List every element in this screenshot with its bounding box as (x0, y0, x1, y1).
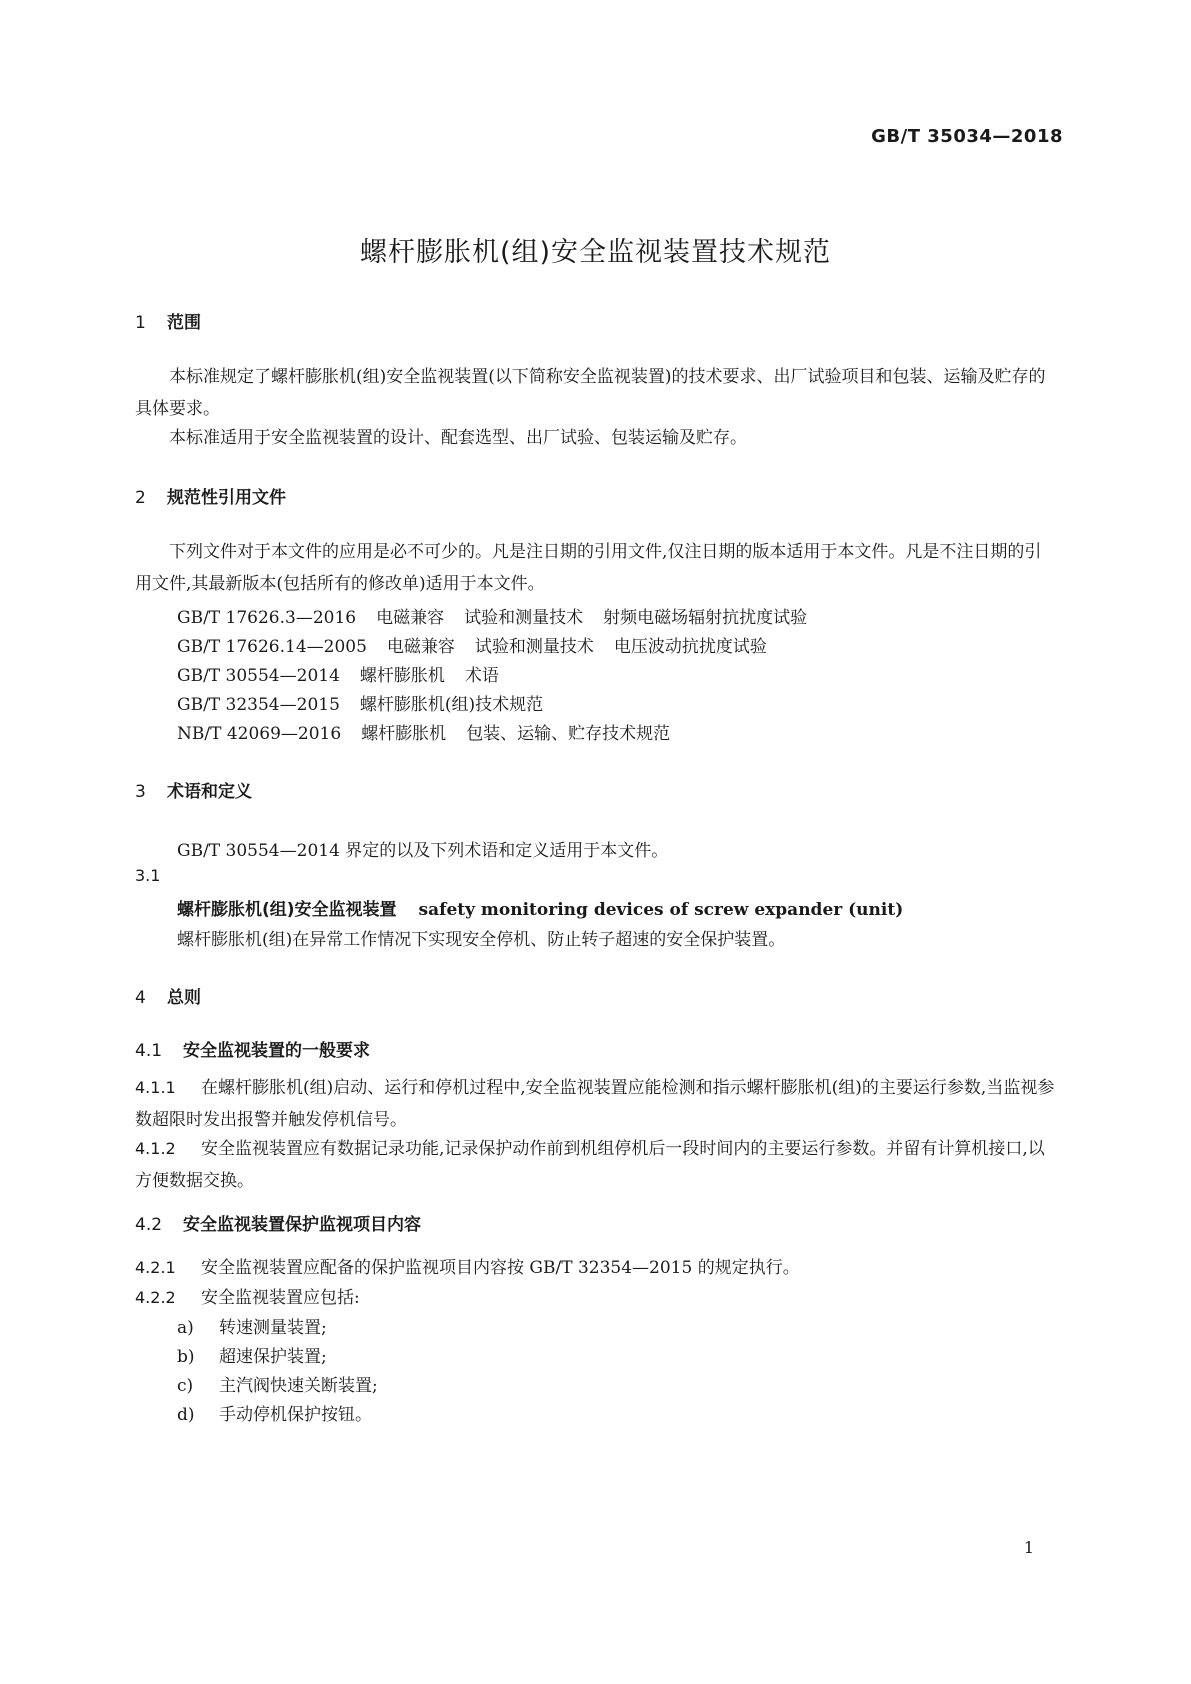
section-4-1-heading (135, 1036, 370, 1061)
list-item-text: 转速测量装置; (219, 1318, 327, 1338)
clause-text: 在螺杆膨胀机(组)启动、运行和停机过程中,安全监视装置应能检测和指示螺杆膨胀机(组)的主要运行参数,当监视参数超限时发出报警并触发停机信号。 (135, 1078, 1055, 1130)
list-item-text: 手动停机保护按钮。 (219, 1405, 372, 1425)
section-title: 范围 (167, 313, 201, 333)
reference-title-part: 包装、运输、贮存技术规范 (466, 724, 671, 744)
section-number: 3 (135, 782, 146, 802)
term-english: safety monitoring devices of screw expander (unit) (418, 900, 904, 920)
clause-number: 4.1.2 (135, 1139, 176, 1158)
term-number: 3.1 (135, 866, 161, 885)
section-3-heading (135, 777, 252, 802)
clause-4-1-1 (135, 1072, 1057, 1136)
list-item-label: b) (177, 1347, 195, 1367)
clause-text: 安全监视装置应包括: (201, 1288, 360, 1308)
section-1-paragraph-1: 本标准规定了螺杆膨胀机(组)安全监视装置(以下简称安全监视装置)的技术要求、出厂试验项目和包装、运输及贮存的具体要求。 (135, 367, 1046, 419)
section-title: 总则 (167, 988, 201, 1008)
list-item-label: a) (177, 1318, 194, 1338)
list-item-text: 超速保护装置; (219, 1347, 327, 1367)
section-title: 安全监视装置的一般要求 (183, 1041, 370, 1061)
reference-title-part: 电压波动抗扰度试验 (613, 637, 767, 657)
reference-title-part: 电磁兼容 (386, 637, 455, 657)
term-chinese: 螺杆膨胀机(组)安全监视装置 (177, 900, 397, 920)
section-1-paragraph-2: 本标准适用于安全监视装置的设计、配套选型、出厂试验、包装运输及贮存。 (169, 428, 747, 448)
clause-4-2-1 (135, 1253, 800, 1278)
section-4-2-heading (135, 1210, 421, 1235)
section-number: 4.1 (135, 1041, 163, 1061)
reference-title-part: 电磁兼容 (376, 608, 445, 628)
standard-code: GB/T 35034—2018 (871, 126, 1063, 147)
reference-title-part: 螺杆膨胀机 (361, 724, 447, 744)
clause-number: 4.2.1 (135, 1258, 176, 1277)
section-number: 2 (135, 488, 146, 508)
term-entry (177, 895, 903, 920)
page-number: 1 (1023, 1538, 1034, 1557)
section-title: 安全监视装置保护监视项目内容 (183, 1215, 421, 1235)
list-item (177, 1371, 378, 1396)
reference-code: NB/T 42069—2016 (177, 724, 342, 744)
clause-text: 安全监视装置应配备的保护监视项目内容按 GB/T 32354—2015 的规定执行。 (201, 1258, 800, 1278)
section-number: 1 (135, 313, 146, 333)
list-item-label: d) (177, 1405, 195, 1425)
section-4-heading (135, 983, 201, 1008)
list-item (177, 1313, 327, 1338)
reference-item (177, 719, 690, 744)
reference-code: GB/T 17626.3—2016 (177, 608, 357, 628)
section-1-heading (135, 308, 201, 333)
list-item (177, 1342, 327, 1367)
list-item-label: c) (177, 1376, 194, 1396)
reference-title-part: 术语 (464, 666, 499, 686)
section-3-paragraph-1: GB/T 30554—2014 界定的以及下列术语和定义适用于本文件。 (177, 841, 669, 861)
reference-code: GB/T 17626.14—2005 (177, 637, 367, 657)
reference-title-part: 试验和测量技术 (464, 608, 584, 628)
reference-item (177, 661, 519, 686)
clause-4-1-2 (135, 1133, 1057, 1197)
list-item-text: 主汽阀快速关断装置; (219, 1376, 378, 1396)
reference-code: GB/T 32354—2015 (177, 695, 340, 715)
section-number: 4 (135, 988, 146, 1008)
section-2-paragraph-1: 下列文件对于本文件的应用是必不可少的。凡是注日期的引用文件,仅注日期的版本适用于本文件。凡是不注日期的引用文件,其最新版本(包括所有的修改单)适用于本文件。 (135, 542, 1042, 594)
reference-title-part: 射频电磁场辐射抗扰度试验 (603, 608, 808, 628)
section-number: 4.2 (135, 1215, 163, 1235)
list-item (177, 1400, 372, 1425)
section-title: 规范性引用文件 (167, 488, 286, 508)
section-title: 术语和定义 (167, 782, 252, 802)
reference-title-part: 螺杆膨胀机(组)技术规范 (359, 695, 544, 715)
reference-title-part: 螺杆膨胀机 (359, 666, 445, 686)
clause-number: 4.2.2 (135, 1288, 176, 1307)
section-2-heading (135, 483, 286, 508)
reference-code: GB/T 30554—2014 (177, 666, 340, 686)
clause-number: 4.1.1 (135, 1078, 176, 1097)
document-title: 螺杆膨胀机(组)安全监视装置技术规范 (359, 237, 832, 268)
reference-item (177, 690, 563, 715)
reference-item (177, 632, 787, 657)
term-definition: 螺杆膨胀机(组)在异常工作情况下实现安全停机、防止转子超速的安全保护装置。 (177, 930, 786, 950)
clause-4-2-2 (135, 1283, 360, 1308)
reference-title-part: 试验和测量技术 (474, 637, 594, 657)
reference-item (177, 603, 827, 628)
clause-text: 安全监视装置应有数据记录功能,记录保护动作前到机组停机后一段时间内的主要运行参数。并留有计算机接口,以方便数据交换。 (135, 1139, 1045, 1191)
